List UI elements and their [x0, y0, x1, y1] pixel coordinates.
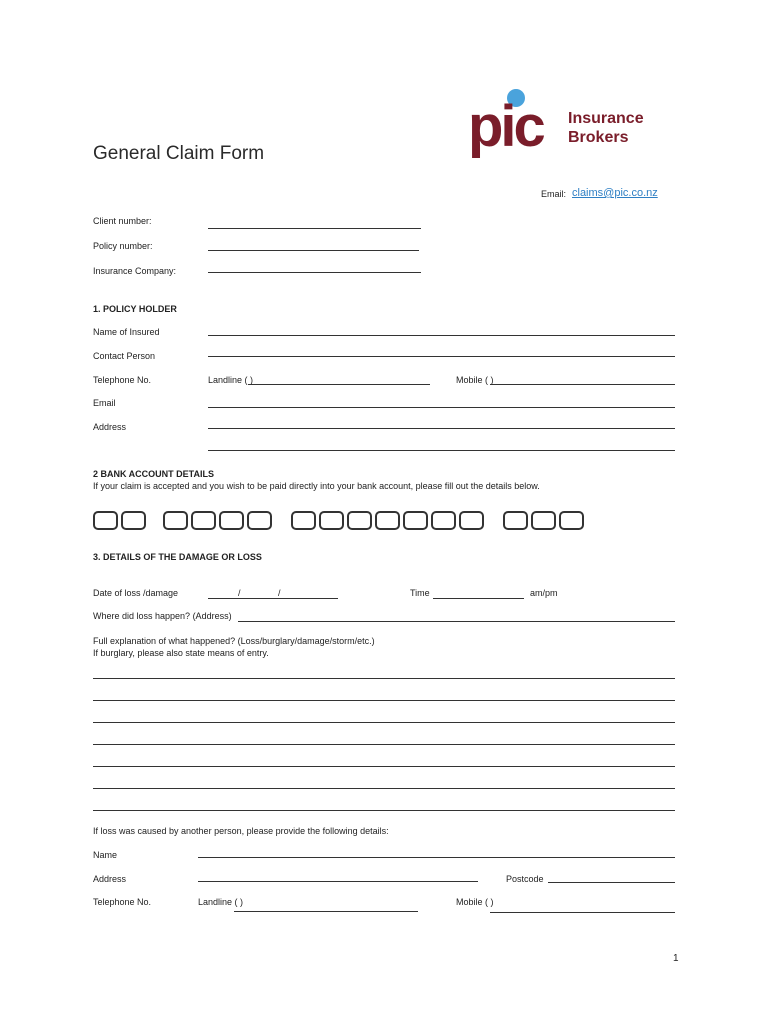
other-person-instruction: If loss was caused by another person, please provide the following details: [93, 826, 389, 836]
bank-digit-box[interactable] [347, 511, 372, 530]
page-number: 1 [673, 953, 679, 964]
email-label: Email: [541, 189, 567, 199]
explanation-line[interactable] [93, 722, 675, 723]
logo-text-brokers: Brokers [568, 129, 629, 146]
other-landline-field[interactable] [234, 911, 418, 912]
svg-text:pic: pic [468, 94, 543, 159]
name-of-insured-field[interactable] [208, 335, 675, 336]
explanation-line[interactable] [93, 788, 675, 789]
landline-label: Landline ( ) [208, 375, 254, 385]
email-field[interactable] [208, 407, 675, 408]
bank-digit-box[interactable] [403, 511, 428, 530]
other-name-field[interactable] [198, 857, 675, 858]
name-of-insured-label: Name of Insured [93, 327, 160, 337]
email-link[interactable]: claims@pic.co.nz [572, 187, 658, 199]
explanation-label-1: Full explanation of what happened? (Loss/burglary/damage/storm/etc.) [93, 636, 375, 646]
logo-text-insurance: Insurance [568, 110, 644, 127]
other-mobile-field[interactable] [490, 912, 675, 913]
bank-digit-box[interactable] [121, 511, 146, 530]
bank-digit-box[interactable] [503, 511, 528, 530]
bank-digit-box[interactable] [163, 511, 188, 530]
time-label: Time [410, 588, 430, 598]
address-field-line-1[interactable] [208, 428, 675, 429]
bank-instruction: If your claim is accepted and you wish to be paid directly into your bank account, please fill out the details below. [93, 481, 540, 491]
other-landline-label: Landline ( ) [198, 897, 244, 907]
page-title: General Claim Form [93, 143, 265, 164]
policy-holder-heading: 1. POLICY HOLDER [93, 304, 177, 314]
ampm-label: am/pm [530, 588, 558, 598]
other-address-label: Address [93, 874, 127, 884]
bank-digit-box[interactable] [431, 511, 456, 530]
explanation-line[interactable] [93, 700, 675, 701]
other-address-field[interactable] [198, 881, 478, 882]
pic-logo [466, 86, 666, 171]
bank-digit-box[interactable] [219, 511, 244, 530]
client-number-label: Client number: [93, 216, 152, 226]
bank-digit-box[interactable] [375, 511, 400, 530]
date-of-loss-label: Date of loss /damage [93, 588, 179, 598]
bank-digit-box[interactable] [247, 511, 272, 530]
other-telephone-label: Telephone No. [93, 897, 152, 907]
other-name-label: Name [93, 850, 118, 860]
policy-number-field[interactable] [208, 250, 419, 251]
damage-heading: 3. DETAILS OF THE DAMAGE OR LOSS [93, 552, 262, 562]
postcode-label: Postcode [506, 874, 544, 884]
explanation-line[interactable] [93, 810, 675, 811]
client-number-field[interactable] [208, 228, 421, 229]
address-field-line-2[interactable] [208, 450, 675, 451]
policy-number-label: Policy number: [93, 241, 153, 251]
explanation-label-2: If burglary, please also state means of entry. [93, 648, 269, 658]
mobile-field[interactable] [490, 384, 675, 385]
insurance-company-field[interactable] [208, 272, 421, 273]
contact-person-field[interactable] [208, 356, 675, 357]
bank-digit-box[interactable] [459, 511, 484, 530]
telephone-label: Telephone No. [93, 375, 152, 385]
bank-digit-box[interactable] [559, 511, 584, 530]
postcode-field[interactable] [548, 882, 675, 883]
bank-digit-box[interactable] [93, 511, 118, 530]
insurance-company-label: Insurance Company: [93, 266, 177, 276]
where-field[interactable] [238, 621, 675, 622]
bank-digit-box[interactable] [319, 511, 344, 530]
other-mobile-label: Mobile ( ) [456, 897, 494, 907]
time-field[interactable] [433, 598, 524, 599]
contact-person-label: Contact Person [93, 351, 156, 361]
bank-digit-box[interactable] [291, 511, 316, 530]
bank-digit-box[interactable] [531, 511, 556, 530]
email-field-label: Email [93, 398, 116, 408]
where-label: Where did loss happen? (Address) [93, 611, 232, 621]
explanation-line[interactable] [93, 744, 675, 745]
date-separator-2: / [278, 588, 281, 598]
mobile-label: Mobile ( ) [456, 375, 494, 385]
address-label: Address [93, 422, 127, 432]
explanation-line[interactable] [93, 678, 675, 679]
date-separator-1: / [238, 588, 241, 598]
bank-heading: 2 BANK ACCOUNT DETAILS [93, 469, 214, 479]
explanation-line[interactable] [93, 766, 675, 767]
date-of-loss-field[interactable] [208, 598, 338, 599]
landline-field[interactable] [248, 384, 430, 385]
bank-digit-box[interactable] [191, 511, 216, 530]
